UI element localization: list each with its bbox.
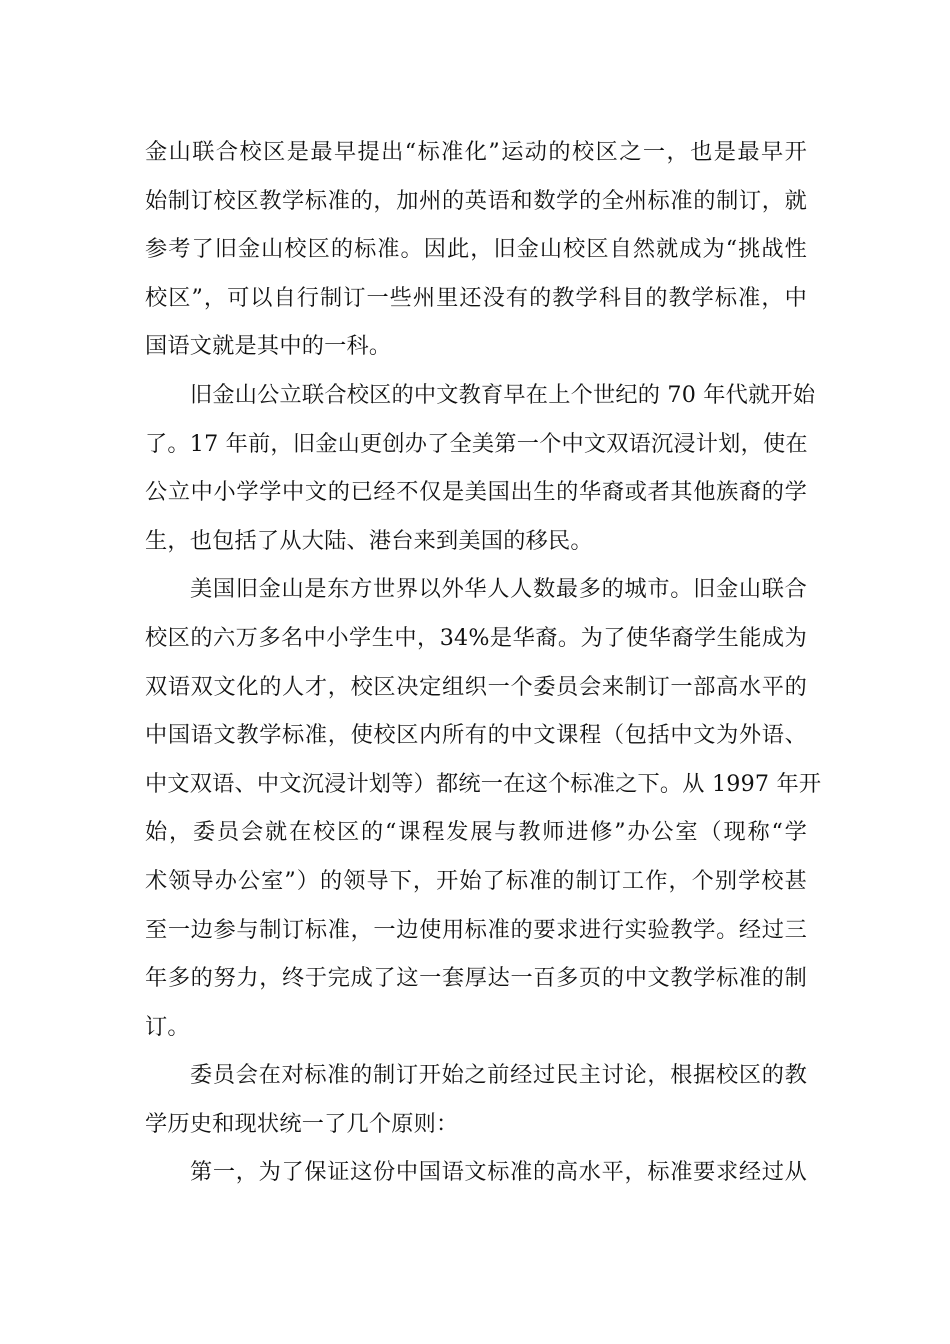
text-line: 双语双文化的人才，校区决定组织一个委员会来制订一部高水平的	[145, 673, 807, 700]
text-line: 美国旧金山是东方世界以外华人人数最多的城市。旧金山联合	[190, 576, 807, 603]
text-line: 校区”，可以自行制订一些州里还没有的教学科目的教学标准，中	[145, 284, 807, 311]
text-line: 始，委员会就在校区的“课程发展与教师进修”办公室（现称“学	[145, 819, 807, 846]
text-line: 中国语文教学标准，使校区内所有的中文课程（包括中文为外语、	[145, 722, 807, 749]
text-line: 学历史和现状统一了几个原则：	[145, 1110, 459, 1137]
text-line: 公立中小学学中文的已经不仅是美国出生的华裔或者其他族裔的学	[145, 479, 807, 506]
text-line: 委员会在对标准的制订开始之前经过民主讨论，根据校区的教	[190, 1062, 807, 1089]
text-line: 金山联合校区是最早提出“标准化”运动的校区之一，也是最早开	[145, 139, 807, 165]
text-line: 订。	[145, 1013, 190, 1040]
body-text	[145, 128, 822, 1197]
text-line: 了。17 年前，旧金山更创办了全美第一个中文双语沉浸计划，使在	[145, 430, 808, 457]
text-line: 参考了旧金山校区的标准。因此，旧金山校区自然就成为“挑战性	[145, 236, 807, 263]
text-line: 至一边参与制订标准，一边使用标准的要求进行实验教学。经过三	[145, 916, 807, 943]
text-line: 年多的努力，终于完成了这一套厚达一百多页的中文教学标准的制	[145, 965, 807, 992]
text-line: 中文双语、中文沉浸计划等）都统一在这个标准之下。从 1997 年开	[145, 770, 822, 797]
text-line: 校区的六万多名中小学生中，34%是华裔。为了使华裔学生能成为	[145, 624, 807, 651]
text-line: 旧金山公立联合校区的中文教育早在上个世纪的 70 年代就开始	[190, 381, 816, 408]
text-line: 国语文就是其中的一科。	[145, 333, 392, 360]
text-line: 始制订校区教学标准的，加州的英语和数学的全州标准的制订，就	[145, 187, 807, 214]
text-line: 术领导办公室”）的领导下，开始了标准的制订工作，个别学校甚	[145, 867, 807, 894]
text-line: 生，也包括了从大陆、港台来到美国的移民。	[145, 527, 593, 554]
text-line: 第一，为了保证这份中国语文标准的高水平，标准要求经过从	[190, 1159, 807, 1186]
